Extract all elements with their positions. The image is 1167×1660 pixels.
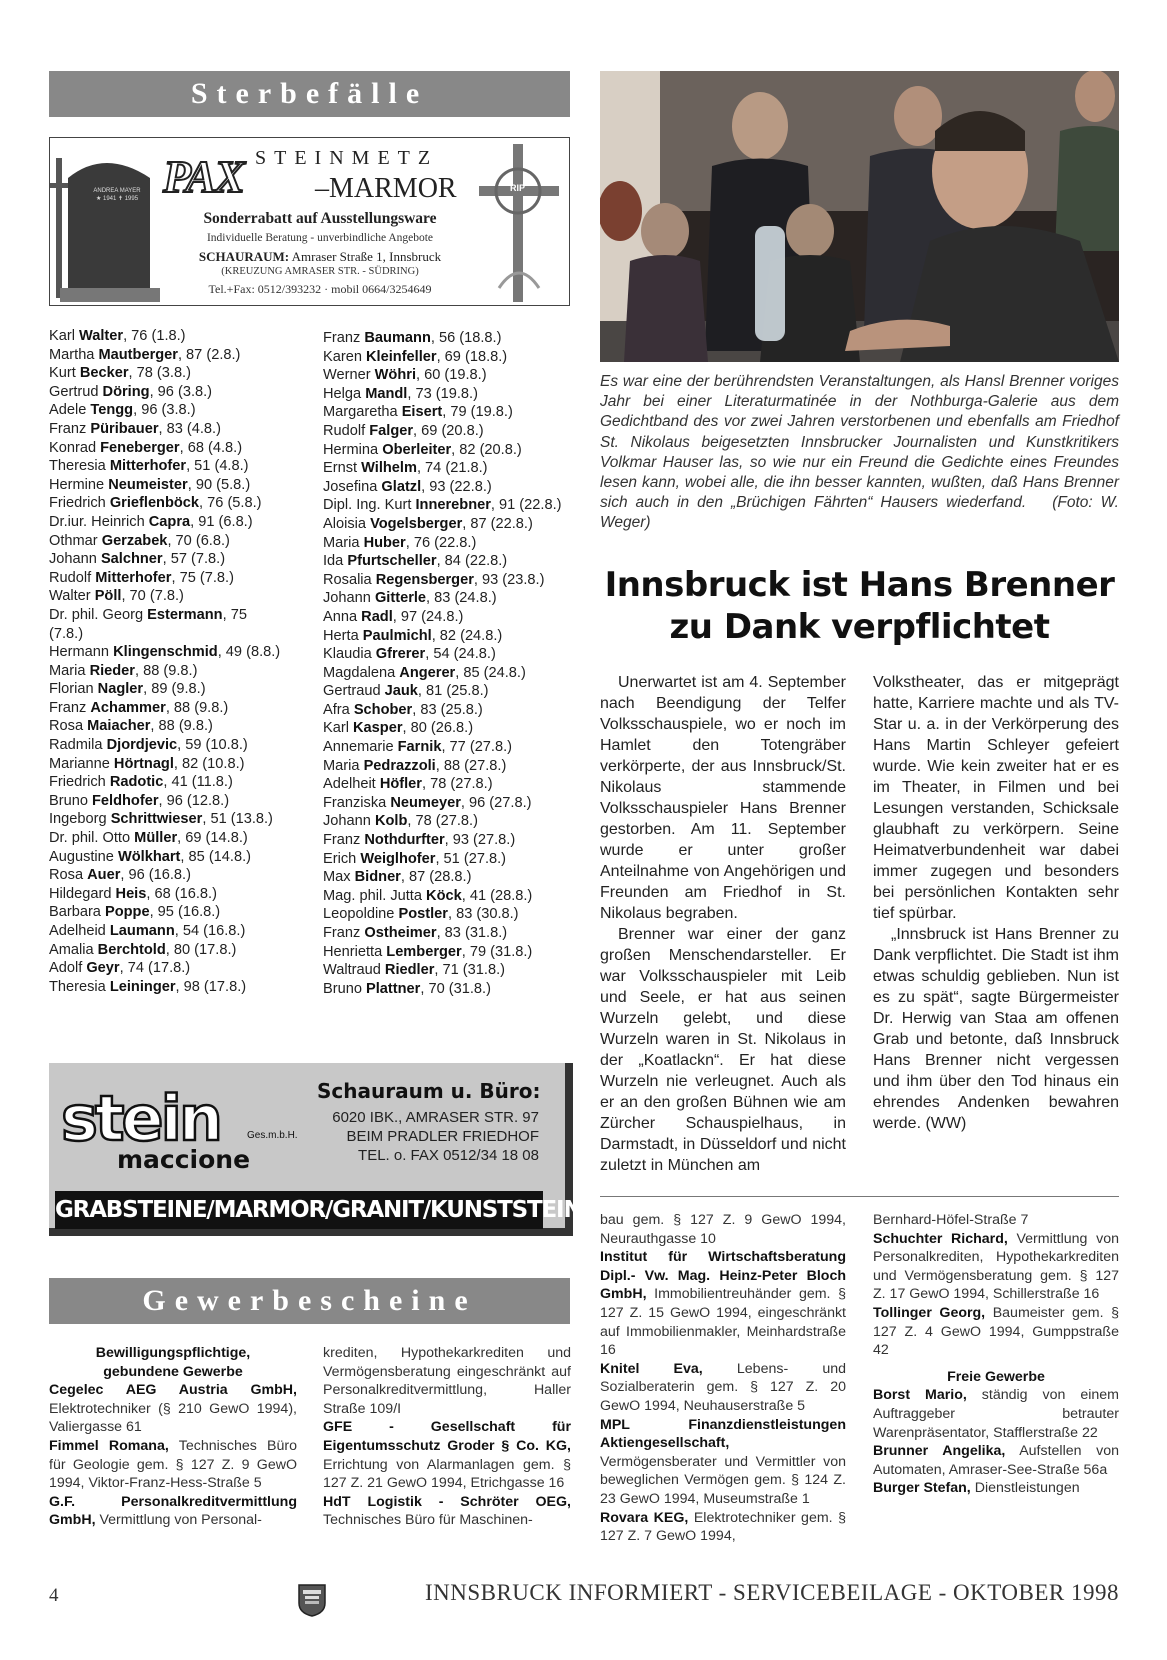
death-entry: Adele Tengg, 96 (3.8.): [49, 402, 196, 419]
death-entry: Franziska Neumeyer, 96 (27.8.): [323, 794, 532, 811]
death-entry: Martha Mautberger, 87 (2.8.): [49, 346, 241, 363]
death-entry: Johann Gitterle, 83 (24.8.): [323, 590, 497, 607]
death-entry: Franz Baumann, 56 (18.8.): [323, 330, 502, 346]
gravestone-image: [50, 138, 165, 305]
pax-beratung: Individuelle Beratung - unverbindliche Angebote: [206, 232, 434, 244]
death-entry: Magdalena Angerer, 85 (24.8.): [323, 664, 526, 681]
death-entry: Dr.iur. Heinrich Capra, 91 (6.8.): [49, 513, 253, 530]
death-entry: Barbara Poppe, 95 (16.8.): [49, 904, 221, 921]
gewerbe-column-1: [49, 1344, 297, 1530]
gewerbe-entry: Rovara KEG, Elektrotechniker gem. § 127 Z. 7 GewO 1994,: [600, 1509, 847, 1545]
grabsteine-banner: GRABSTEINE/MARMOR/GRANIT/KUNSTSTEIN: [55, 1191, 543, 1229]
pax-marmor-ad: [49, 137, 570, 306]
death-entry: Johann Salchner, 57 (7.8.): [49, 551, 226, 568]
stein-maccione-ad: [49, 1063, 582, 1236]
death-entry: Karl Kasper, 80 (26.8.): [323, 720, 474, 737]
death-entry: Kurt Becker, 78 (3.8.): [49, 365, 191, 382]
death-entry: Ingeborg Schrittwieser, 51 (13.8.): [49, 811, 273, 828]
death-entry: Henrietta Lemberger, 79 (31.8.): [323, 943, 533, 960]
gewerbe-heading-frei: Freie Gewerbe: [947, 1368, 1045, 1385]
stein-logo: stein: [61, 1082, 220, 1155]
death-entry: Rosa Maiacher, 88 (9.8.): [49, 718, 213, 735]
death-entry: Rosa Auer, 96 (16.8.): [49, 867, 191, 884]
photo-scene: [600, 71, 1119, 362]
gewerbe-entry: Schuchter Richard, Vermittlung von Personalkrediten, Hypothekarkrediten und Vermögensberatung gem. § 127 Z. 17 GewO 1994, Schillerstraße 16: [873, 1230, 1119, 1303]
death-entry: Maria Rieder, 88 (9.8.): [49, 662, 198, 679]
ges-label: Ges.m.b.H.: [247, 1130, 298, 1141]
steinmetz-label: STEINMETZ: [255, 147, 439, 169]
pax-schauraum: SCHAURAUM: Amraser Straße 1, Innsbruck: [198, 249, 442, 264]
death-entry: Konrad Feneberger, 68 (4.8.): [49, 439, 243, 456]
death-entry: Margaretha Eisert, 79 (19.8.): [323, 404, 513, 421]
death-entry: Herta Paulmichl, 82 (24.8.): [323, 627, 503, 644]
death-entry: Franz Püribauer, 83 (4.8.): [49, 420, 221, 437]
footer-publication: INNSBRUCK INFORMIERT - SERVICEBEILAGE - OKTOBER 1998: [424, 1580, 1119, 1605]
death-entry: Bruno Plattner, 70 (31.8.): [323, 980, 491, 997]
gewerbe-entry: MPL Finanzdienstleistungen Aktiengesellschaft, Vermögensberater und Vermittler von beweglichen Vermögen gem. § 124 Z. 23 GewO 1994, Museumstraße 1: [600, 1416, 846, 1507]
death-entry: Gertraud Jauk, 81 (25.8.): [323, 683, 489, 700]
gewerbe-entry: Fimmel Romana, Technisches Büro für Geologie gem. § 127 Z. 9 GewO 1994, Viktor-Franz-Hess-Straße 5: [49, 1437, 297, 1492]
article-column-1: Unerwartet ist am 4. September nach Beendigung der Telfer Volksschauspiele, wo er noch im Hamlet den Totengräber verkörperte, der aus Innsbruck/St. Nikolaus stammende Volksschauspieler Hans Brenner gestorben. Am 11. September wurde er unter großer Anteilnahme von Angehörigen und Freunden am Friedhof in St. Nikolaus begraben. Brenner war einer der ganz großen Menschendarsteller. Er war Volksschauspieler mit Leib und Seele, er hat aus seinen Wurzeln gelebt, und diese Wurzeln waren in St. Nikolaus in der „Koatlackn“. Er hat diese Wurzeln nie verleugnet. Auch als er an den großen Bühnen wie am Zürcher Schauspielhaus, in Darmstadt, in Düsseldorf und nicht zuletzt in München am: [600, 674, 846, 1174]
death-entry: Klaudia Gfrerer, 54 (24.8.): [323, 646, 496, 663]
death-entry: Florian Nagler, 89 (9.8.): [49, 681, 206, 698]
death-entry: Rudolf Mitterhofer, 75 (7.8.): [49, 569, 234, 586]
death-entry: Adolf Geyr, 74 (17.8.): [49, 960, 191, 977]
death-entry: Franz Achammer, 88 (9.8.): [49, 699, 229, 716]
divider-line: [600, 1196, 1119, 1197]
gewerbe-entry: Institut für Wirtschaftsberatung Dipl.- Vw. Mag. Heinz-Peter Bloch GmbH, Immobilientreuhänder gem. § 127 Z. 15 GewO 1994, eingeschränkt auf Immobilienmakler, Meinhardstraße 16: [600, 1249, 846, 1359]
event-photo: [600, 71, 1119, 362]
death-entry: Rudolf Falger, 69 (20.8.): [323, 422, 484, 439]
death-entry: Dipl. Ing. Kurt Innerebner, 91 (22.8.): [323, 497, 562, 514]
pax-sonderrabatt: Sonderrabatt auf Ausstellungsware: [203, 210, 437, 227]
death-entry: Johann Kolb, 78 (27.8.): [323, 813, 478, 830]
pax-telefon: Tel.+Fax: 0512/393232 · mobil 0664/3254649: [208, 282, 432, 296]
death-entry: Waltraud Riedler, 71 (31.8.): [323, 962, 505, 979]
gewerbescheine-header: Gewerbescheine: [49, 1278, 570, 1324]
death-entry: Franz Nothdurfter, 93 (27.8.): [323, 832, 516, 849]
cross-inscription: RIP: [510, 183, 526, 193]
gewerbe-entry: G.F. Personalkreditvermittlung GmbH, Vermittlung von Personal-: [49, 1493, 297, 1529]
maccione-logo: maccione: [117, 1145, 251, 1174]
sterbefaelle-header: Sterbefälle: [49, 71, 570, 117]
pax-logo: PAX: [163, 151, 244, 202]
stein-address: 6020 IBK., AMRASER STR. 97 BEIM PRADLER FRIEDHOF TEL. o. FAX 0512/34 18 08: [332, 1109, 539, 1164]
death-entry: Theresia Leininger, 98 (17.8.): [49, 978, 247, 995]
death-entry: Helga Mandl, 73 (19.8.): [323, 385, 478, 402]
death-entry: Werner Wöhri, 60 (19.8.): [323, 367, 487, 384]
death-entry: Walter Pöll, 70 (7.8.): [49, 588, 184, 605]
gewerbe-entry: Brunner Angelika, Aufstellen von Automaten, Amraser-See-Straße 56a: [873, 1443, 1120, 1478]
death-entry: Gertrud Döring, 96 (3.8.): [49, 383, 213, 400]
death-entry: Franz Ostheimer, 83 (31.8.): [323, 925, 508, 941]
pax-kreuzung: (KREUZUNG AMRASER STR. - SÜDRING): [221, 266, 419, 277]
death-entry: Afra Schober, 83 (25.8.): [323, 701, 483, 718]
article-column-2: Volkstheater, das er mitgeprägt hatte, Karriere machte und als TV-Star u. a. in der Verkörperung des Hans Martin Schleyer gefeiert wurde. Wie kein zweiter hat er es im Theater, in Filmen und bei Lesungen verstanden, Schicksale glaubhaft zu verkörpern. Seine Heimatverbundenheit war dabei immer zugegen und besonders bei persönlichen Kontakten sehr tief spürbar. „Innsbruck ist Hans Brenner zu Dank verpflichtet. Die Stadt ist ihm etwas schuldig geblieben. Nun ist es zu spät“, sagte Bürgermeister Dr. Herwig van Staa am offenen Grab und betonte, daß Innsbruck Hans Brenner nicht vergessen und ihm über den Tod hinaus ein ehrendes Andenken bewahren werde. (WW): [873, 674, 1119, 1132]
death-entry: Hermine Neumeister, 90 (5.8.): [49, 476, 251, 493]
death-entry: Josefina Glatzl, 93 (22.8.): [323, 478, 492, 495]
death-entry: Erich Weiglhofer, 51 (27.8.): [323, 850, 507, 867]
death-entry: Anna Radl, 97 (24.8.): [323, 608, 464, 625]
gewerbe-entry: Knitel Eva, Lebens- und Sozialberaterin gem. § 127 Z. 20 GewO 1994, Neuhauserstraße 5: [600, 1360, 846, 1414]
death-entry: Maria Huber, 76 (22.8.): [323, 534, 477, 551]
death-entry: Hermina Oberleiter, 82 (20.8.): [323, 441, 522, 458]
death-entry: Hermann Klingenschmid, 49 (8.8.): [49, 644, 281, 661]
death-entry: Theresia Mitterhofer, 51 (4.8.): [49, 458, 249, 475]
gewerbe-column-4: Bernhard-Höfel-Straße 7 Schuchter Richard, Vermittlung von Personalkrediten, Hypothekarkrediten und Vermögensberatung gem. § 127 Z. 17 GewO 1994, Schillerstraße 16 Tollinger Georg, Baumeister gem. § 127 Z. 4 GewO 1994, Gumppstraße 42 Freie Gewerbe Borst Mario, ständig von einem Auftraggeber betrauter Warenpräsentator, Stafflerstraße 22 Brunner Angelika, Aufstellen von Automaten, Amraser-See-Straße 56a Burger Stefan, Dienstleistungen: [873, 1212, 1120, 1497]
gewerbe-heading-gebunden: Bewilligungspflichtige, gebundene Gewerbe: [95, 1345, 251, 1380]
photo-credit: (Foto: W. Weger): [600, 494, 1119, 532]
death-entry: Leopoldine Postler, 83 (30.8.): [323, 906, 519, 923]
deaths-column-2: [323, 329, 569, 998]
death-entry: Max Bidner, 87 (28.8.): [323, 869, 472, 886]
death-entry: Maria Pedrazzoli, 88 (27.8.): [323, 757, 507, 774]
deaths-column-1: [49, 327, 279, 996]
death-entry: Marianne Hörtnagl, 82 (10.8.): [49, 755, 245, 772]
gewerbe-entry: GFE - Gesellschaft für Eigentumsschutz Groder § Co. KG, Errichtung von Alarmanlagen gem. § 127 Z. 21 GewO 1994, Etrichgasse 16: [323, 1419, 571, 1492]
death-entry: Ernst Wilhelm, 74 (21.8.): [323, 460, 488, 477]
death-entry: Mag. phil. Jutta Köck, 41 (28.8.): [323, 887, 533, 904]
gewerbe-entry: Cegelec AEG Austria GmbH, Elektrotechniker (§ 210 GewO 1994), Valiergasse 61: [49, 1382, 297, 1436]
page-number: 4: [49, 1585, 59, 1606]
gravestone-inscription: ANDREA MAYER ★ 1941 ✝ 1995: [93, 188, 141, 202]
schauraum-title: Schauraum u. Büro:: [317, 1079, 541, 1103]
gewerbe-entry: Tollinger Georg, Baumeister gem. § 127 Z. 4 GewO 1994, Gumppstraße 42: [873, 1304, 1120, 1359]
gewerbe-column-2: krediten, Hypothekarkrediten und Vermögensberatung eingeschränkt auf Personalkreditvermittlung, Haller Straße 109/I GFE - Gesellschaft für Eigentumsschutz Groder § Co. KG, Errichtung von Alarmanlagen gem. § 127 Z. 21 GewO 1994, Etrichgasse 16 HdT Logistik - Schröter OEG, Technisches Büro für Maschinen-: [323, 1345, 571, 1529]
death-entry: Augustine Wölkhart, 85 (14.8.): [49, 848, 251, 865]
death-entry: Rosalia Regensberger, 93 (23.8.): [323, 571, 545, 588]
gewerbe-entry: HdT Logistik - Schröter OEG, Technisches Büro für Maschinen-: [323, 1493, 571, 1529]
death-entry: Adelheit Höfler, 78 (27.8.): [323, 776, 493, 793]
death-entry: Aloisia Vogelsberger, 87 (22.8.): [323, 515, 533, 532]
marmor-label: –MARMOR: [315, 173, 457, 204]
innsbruck-coat-of-arms-icon: [297, 1583, 327, 1617]
death-entry: Dr. phil. Otto Müller, 69 (14.8.): [49, 830, 248, 847]
death-entry: Hildegard Heis, 68 (16.8.): [49, 885, 217, 902]
death-entry: Amalia Berchtold, 80 (17.8.): [49, 941, 237, 958]
gewerbe-column-3: bau gem. § 127 Z. 9 GewO 1994, Neurauthgasse 10 Institut für Wirtschaftsberatung Dipl.- Vw. Mag. Heinz-Peter Bloch GmbH, Immobilientreuhänder gem. § 127 Z. 15 GewO 1994, eingeschränkt auf Immobilienmakler, Meinhardstraße 16 Knitel Eva, Lebens- und Sozialberaterin gem. § 127 Z. 20 GewO 1994, Neuhauserstraße 5 MPL Finanzdienstleistungen Aktiengesellschaft, Vermögensberater und Vermittler von beweglichen Vermögen gem. § 124 Z. 23 GewO 1994, Museumstraße 1 Rovara KEG, Elektrotechniker gem. § 127 Z. 7 GewO 1994,: [600, 1212, 847, 1545]
photo-caption: Es war eine der berührendsten Veranstaltungen, als Hansl Brenner voriges Jahr bei einer Literaturmatinée in der Nothburga-Galerie aus dem Gedichtband des vor zwei Jahren verstorbenen und ebenfalls am Friedhof St. Nikolaus beigesetzten Innsbrucker Journalisten und Kunstkritikers Volkmar Hauser las, so wie nur ein Freund die Gedichte eines Freundes lesen kann, wobei alle, die ihn besser kannten, wußten, daß Hans Brenner sich auch in den „Brüchigen Fährten“ Hausers wiederfand. (Foto: W. Weger): [600, 373, 1119, 532]
death-entry: Friedrich Radotic, 41 (11.8.): [49, 774, 233, 791]
death-entry: Dr. phil. Georg Estermann, 75 (7.8.): [49, 606, 247, 642]
death-entry: Annemarie Farnik, 77 (27.8.): [323, 739, 513, 756]
death-entry: Adelheid Laumann, 54 (16.8.): [49, 923, 246, 939]
death-entry: Bruno Feldhofer, 96 (12.8.): [49, 792, 230, 809]
article-headline: Innsbruck ist Hans Brenner zu Dank verpflichtet: [604, 565, 1115, 647]
death-entry: Radmila Djordjevic, 59 (10.8.): [49, 737, 248, 754]
death-entry: Ida Pfurtscheller, 84 (22.8.): [323, 553, 508, 570]
death-entry: Othmar Gerzabek, 70 (6.8.): [49, 532, 230, 549]
death-entry: Karen Kleinfeller, 69 (18.8.): [323, 348, 508, 365]
gewerbe-entry: Burger Stefan, Dienstleistungen: [873, 1480, 1080, 1497]
death-entry: Friedrich Grieflenböck, 76 (5.8.): [49, 495, 262, 512]
gewerbe-entry: Borst Mario, ständig von einem Auftraggeber betrauter Warenpräsentator, Stafflerstraße 22: [873, 1387, 1119, 1441]
death-entry: Karl Walter, 76 (1.8.): [49, 328, 186, 344]
cross-icon: [469, 138, 569, 305]
